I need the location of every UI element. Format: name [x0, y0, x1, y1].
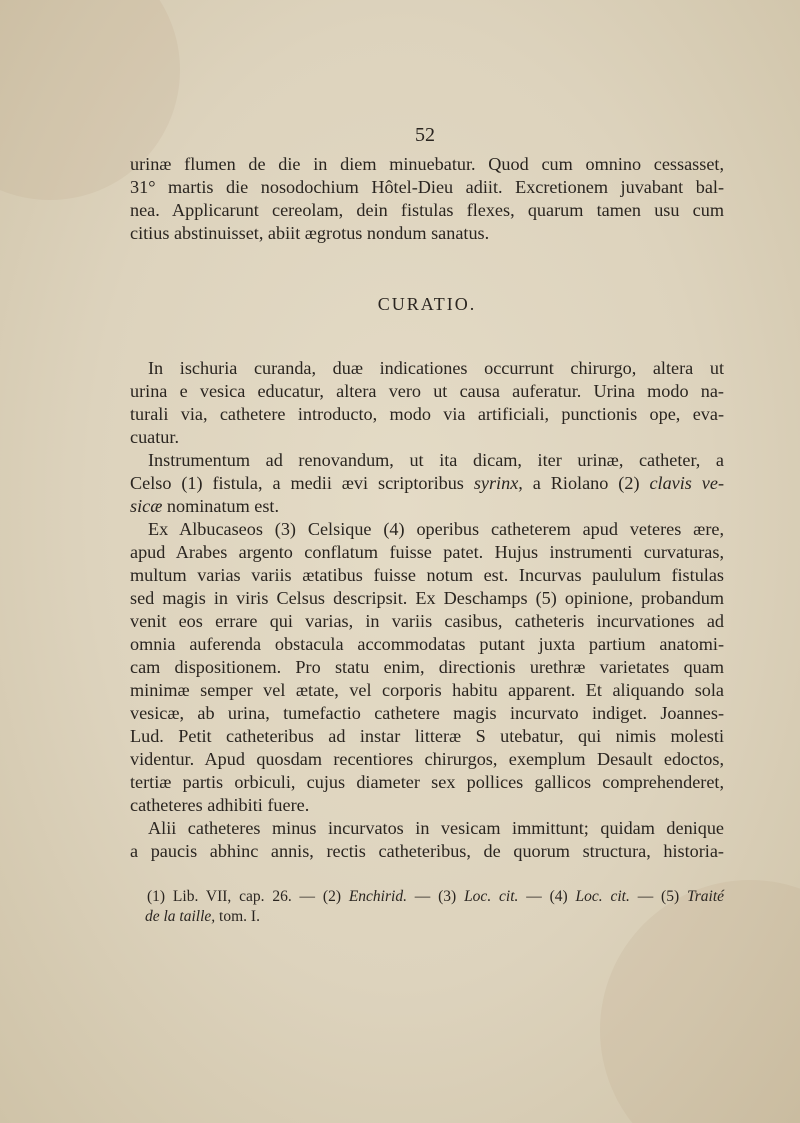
text-line: videntur. Apud quosdam recentiores chirurgos, exemplum Desault edoctos,: [130, 749, 724, 769]
footnote-text: — (3): [414, 888, 457, 905]
text-line: urinæ flumen de die in diem minuebatur. Quod cum omnino cessasset,: [130, 154, 724, 174]
text-line: 31° martis die nosodochium Hôtel-Dieu adiit. Excretionem juvabant bal-: [130, 177, 724, 197]
text-line: Instrumentum ad renovandum, ut ita dicam, iter urinæ, catheter, a: [148, 450, 724, 470]
footnote-text: — (5): [637, 888, 680, 905]
text-line: Ex Albucaseos (3) Celsique (4) operibus catheterem apud veteres ære,: [148, 519, 724, 539]
text-line-mixed: [130, 472, 724, 495]
footnote-line: [147, 887, 724, 907]
text-line: cam dispositionem. Pro statu enim, directionis urethræ varietates quam: [130, 657, 724, 677]
footnote-citation: Loc. cit.: [575, 888, 630, 905]
footnote-citation: Enchirid.: [348, 888, 407, 905]
text-line: omnia auferenda obstacula accommodatas putant juxta partium anatomi-: [130, 634, 724, 654]
italic-term: clavis ve-: [649, 473, 725, 493]
text-line: Lud. Petit catheteribus ad instar litteræ S utebatur, qui nimis molesti: [130, 726, 724, 746]
italic-term: syrinx,: [473, 473, 523, 493]
page-number: 52: [415, 124, 435, 146]
text-line: Alii catheteres minus incurvatos in vesicam immittunt; quidam denique: [148, 818, 724, 838]
text-line: tertiæ partis orbiculi, cujus diameter sex pollices gallicos comprehenderet,: [130, 772, 724, 792]
section-heading: CURATIO.: [377, 294, 477, 314]
text-line: apud Arabes argento conflatum fuisse patet. Hujus instrumenti curvaturas,: [130, 542, 724, 562]
text-line: turali via, cathetere introducto, modo via artificiali, punctionis ope, eva-: [130, 404, 724, 424]
italic-term: sicæ: [130, 496, 163, 516]
footnote-text: — (4): [526, 888, 568, 905]
footnote-citation: Traité: [686, 888, 725, 905]
paragraph-curatio: [130, 357, 724, 863]
footnote-text: tom. I.: [219, 908, 260, 925]
footnote-citation: de la taille,: [145, 908, 216, 925]
footnote-line: [145, 907, 722, 927]
text-line: venit eos errare qui varias, in variis casibus, catheteris incurvationes ad: [130, 611, 724, 631]
paragraph-case-history: [130, 153, 724, 245]
text-line: citius abstinuisset, abiit ægrotus nondum sanatus.: [130, 223, 490, 243]
text-run: Celso (1) fistula, a medii ævi scriptoribus: [130, 473, 464, 493]
text-run: nominatum est.: [166, 496, 280, 516]
text-line: cuatur.: [130, 427, 179, 447]
text-run: a Riolano (2): [532, 473, 640, 493]
text-line: urina e vesica educatur, altera vero ut causa auferatur. Urina modo na-: [130, 381, 724, 401]
text-line: sed magis in viris Celsus descripsit. Ex Deschamps (5) opinione, probandum: [130, 588, 724, 608]
text-line: catheteres adhibiti fuere.: [130, 795, 310, 815]
text-line: In ischuria curanda, duæ indicationes occurrunt chirurgo, altera ut: [148, 358, 724, 378]
footnote-text: (1) Lib. VII, cap. 26. — (2): [147, 888, 341, 905]
text-line: multum varias variis ætatibus fuisse notum est. Incurvas paululum fistulas: [130, 565, 724, 585]
text-line: minimæ semper vel ætate, vel corporis habitu apparent. Et aliquando sola: [130, 680, 724, 700]
text-line-mixed: [130, 495, 724, 518]
footnote-citation: Loc. cit.: [464, 888, 519, 905]
text-line: vesicæ, ab urina, tumefactio cathetere magis incurvato indiget. Joannes-: [130, 703, 724, 723]
text-line: a paucis abhinc annis, rectis catheteribus, de quorum structura, historia-: [130, 841, 724, 861]
text-line: nea. Applicarunt cereolam, dein fistulas flexes, quarum tamen usu cum: [130, 200, 724, 220]
